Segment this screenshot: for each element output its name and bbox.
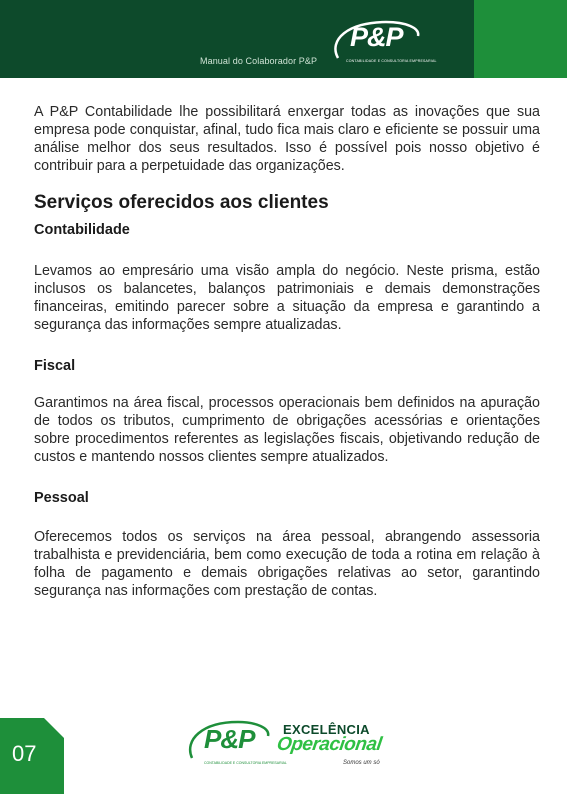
service-title-pessoal: Pessoal bbox=[34, 490, 89, 506]
service-text-fiscal: Garantimos na área fiscal, processos operacionais bem definidos na apuração de todos os tributos, cumprimento de obrigações acessórias e orientações sobre procedimentos referentes as legislações fiscais, objetivando redução de custos e mantendo nossos clientes sempre atualizados. bbox=[34, 395, 540, 465]
service-text-pessoal: Oferecemos todos os serviços na área pessoal, abrangendo assessoria trabalhista e previdenciária, bem como execução de toda a rotina em relação à folha de pagamento e demais obrigações relativas ao setor, garantindo segurança nas informações com prestação de contas. bbox=[34, 529, 540, 599]
main-content bbox=[34, 103, 540, 600]
section-title: Serviços oferecidos aos clientes bbox=[34, 192, 329, 213]
company-logo bbox=[328, 18, 437, 72]
footer-logo-text: P&P bbox=[204, 724, 255, 754]
page-number: 07 bbox=[12, 741, 37, 766]
header-caption: Manual do Colaborador P&P bbox=[200, 56, 318, 66]
service-title-contabilidade: Contabilidade bbox=[34, 222, 130, 238]
excellence-badge bbox=[277, 722, 387, 774]
page-header bbox=[0, 0, 567, 78]
intro-paragraph: A P&P Contabilidade lhe possibilitará enxergar todas as inovações que sua empresa pode conquistar, afinal, tudo fica mais claro e eficiente se possuir uma análise melhor dos seus resultados. Isso é possível pois nosso objetivo é contribuir para a perpetuidade das organizações. bbox=[34, 104, 540, 174]
service-text-contabilidade: Levamos ao empresário uma visão ampla do negócio. Neste prisma, estão inclusos os balancetes, balanços patrimoniais e demais demonstrações financeiras, emitindo parecer sobre a situação da empresa e garantindo a segurança das informações sempre atualizadas. bbox=[34, 263, 540, 333]
footer-logo-tagline: CONTABILIDADE E CONSULTORIA EMPRESARIAL bbox=[204, 761, 287, 765]
company-logo-text: P&P bbox=[350, 22, 403, 52]
service-title-fiscal: Fiscal bbox=[34, 358, 76, 374]
excellence-badge-main: Operacional bbox=[275, 734, 383, 755]
excellence-badge-title: EXCELÊNCIA bbox=[283, 722, 370, 737]
company-logo-tagline: CONTABILIDADE E CONSULTORIA EMPRESARIAL bbox=[346, 59, 437, 63]
header-accent-block bbox=[474, 0, 567, 78]
excellence-badge-signature: Somos um só bbox=[343, 760, 380, 766]
footer-company-logo bbox=[184, 718, 287, 770]
